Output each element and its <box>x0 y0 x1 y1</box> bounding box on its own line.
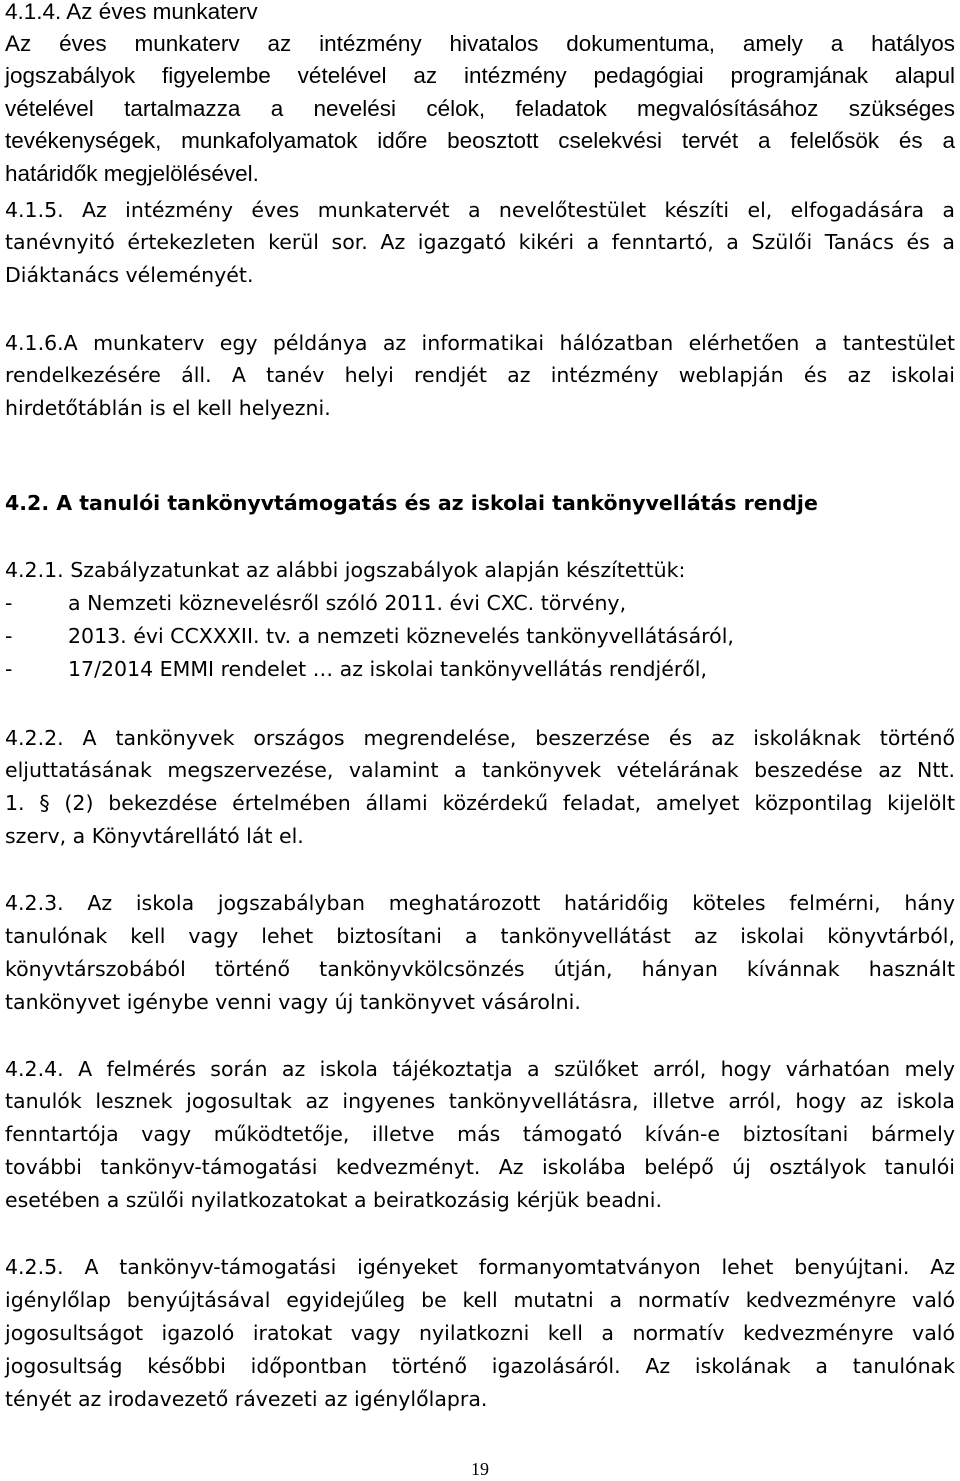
list-dash: - <box>5 657 13 681</box>
text-line: vételével tartalmazza a nevelési célok, feladatok megvalósításához szükséges <box>5 96 955 121</box>
text-line: igénylőlap benyújtásával egyidejűleg be kell mutatni a normatív kedvezményre való <box>5 1288 955 1312</box>
text-line: tanulónak kell vagy lehet biztosítani a tankönyvellátást az iskolai könyvtárból, <box>5 924 955 948</box>
text-line: 4.2.3. Az iskola jogszabályban meghatározott határidőig köteles felmérni, hány <box>5 891 955 915</box>
text-line: jogszabályok figyelembe vételével az intézmény pedagógiai programjának alapul <box>5 63 955 88</box>
text-line: rendelkezésére áll. A tanév helyi rendjét az intézmény weblapján és az iskolai <box>5 363 955 387</box>
text-line: további tankönyv-támogatási kedvezményt. Az iskolába belépő új osztályok tanulói <box>5 1155 955 1179</box>
text-line: határidők megjelölésével. <box>5 161 259 186</box>
text-line: tényét az irodavezető rávezeti az igénylőlapra. <box>5 1387 488 1411</box>
text-line: tankönyvet igénybe venni vagy új tankönyvet vásárolni. <box>5 990 581 1014</box>
text-line: jogosultság későbbi időpontban történő igazolásáról. Az iskolának a tanulónak <box>5 1354 955 1378</box>
text-line: 4.2.2. A tankönyvek országos megrendelése, beszerzése és az iskoláknak történő <box>5 726 955 750</box>
text-line: Az éves munkaterv az intézmény hivatalos dokumentuma, amely a hatályos <box>5 31 955 56</box>
text-line: 4.2.1. Szabályzatunkat az alábbi jogszabályok alapján készítettük: <box>5 558 686 582</box>
text-line: 4.2.4. A felmérés során az iskola tájékoztatja a szülőket arról, hogy várhatóan mely <box>5 1057 955 1081</box>
text-line: jogosultságot igazoló iratokat vagy nyilatkozni kell a normatív kedvezményre való <box>5 1321 955 1345</box>
list-item-text: 2013. évi CCXXXII. tv. a nemzeti köznevelés tankönyvellátásáról, <box>68 624 734 648</box>
list-dash: - <box>5 591 13 615</box>
text-line: tanévnyitó értekezleten kerül sor. Az igazgató kikéri a fenntartó, a Szülői Tanács és a <box>5 230 955 254</box>
heading-4-1-4: 4.1.4. Az éves munkaterv <box>5 0 258 24</box>
text-line: hirdetőtáblán is el kell helyezni. <box>5 396 331 420</box>
text-line: 4.2.5. A tankönyv-támogatási igényeket formanyomtatványon lehet benyújtani. Az <box>5 1255 955 1279</box>
page-number: 19 <box>471 1459 489 1479</box>
text-line: eljuttatásának megszervezése, valamint a tankönyvek vételárának beszedése az Ntt. <box>5 758 955 782</box>
text-line: 1. § (2) bekezdése értelmében állami közérdekű feladat, amelyet központilag kijelölt <box>5 791 955 815</box>
list-dash: - <box>5 624 13 648</box>
section-heading-4-2: 4.2. A tanulói tankönyvtámogatás és az iskolai tankönyvellátás rendje <box>5 491 818 515</box>
text-line: fenntartója vagy működtetője, illetve más támogató kíván-e biztosítani bármely <box>5 1122 955 1146</box>
list-item-text: a Nemzeti köznevelésről szóló 2011. évi CXC. törvény, <box>68 591 627 615</box>
text-line: 4.1.6.A munkaterv egy példánya az informatikai hálózatban elérhetően a tantestület <box>5 331 955 355</box>
text-line: könyvtárszobából történő tankönyvkölcsönzés útján, hányan kívánnak használt <box>5 957 955 981</box>
text-line: Diáktanács véleményét. <box>5 263 254 287</box>
text-line: esetében a szülői nyilatkozatokat a beiratkozásig kérjük beadni. <box>5 1188 662 1212</box>
text-line: tevékenységek, munkafolyamatok időre beosztott cselekvési tervét a felelősök és a <box>5 128 955 153</box>
text-line: 4.1.5. Az intézmény éves munkatervét a nevelőtestület készíti el, elfogadására a <box>5 198 955 222</box>
text-line: szerv, a Könyvtárellátó lát el. <box>5 824 304 848</box>
text-line: tanulók lesznek jogosultak az ingyenes tankönyvellátásra, illetve arról, hogy az iskola <box>5 1089 955 1113</box>
list-item-text: 17/2014 EMMI rendelet … az iskolai tankönyvellátás rendjéről, <box>68 657 708 681</box>
